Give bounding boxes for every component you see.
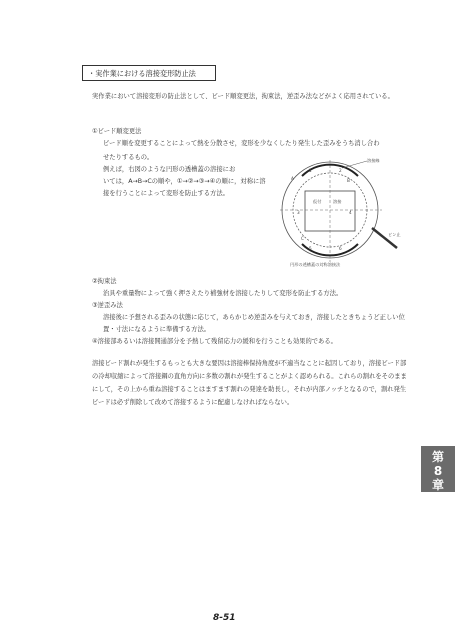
reverse-strain-text: 溶接後に予想される歪みの状態に応じて，あらかじめ逆歪みを与えておき，溶接したときちょうど正しい位置・寸法になるように準備する方法。: [103, 314, 405, 333]
preheat-text: ④溶接部あるいは溶接開通部分を予熱して残留応力の緩和を行うことも効果的である。: [92, 338, 337, 345]
section-title: ・実作業における溶接変形防止法: [82, 65, 216, 81]
chapter-tab-number: 8: [433, 464, 443, 478]
figure-label-pin: ピン止: [388, 232, 401, 237]
figure-letter: 2: [339, 168, 342, 173]
figure-letter: 3: [297, 210, 300, 215]
figure-letter: B: [347, 178, 350, 183]
restraint-text: 治具や重量物によって強く押さえたり補強材を溶接したりして変形を防止する方法。: [103, 290, 343, 297]
pin-arrow: [372, 228, 397, 248]
bead-order-text-line1: ビード順を変更することによって熱を分散させ，変形を少なくしたり発生した歪みをうち消し合わ: [103, 140, 380, 147]
figure-caption: 円形の透槽蓋の対称溶接法: [290, 262, 341, 267]
reverse-strain-heading: ③逆歪み法: [92, 302, 123, 309]
bead-order-text-line3: 例えば，右図のような円形の透槽蓋の溶接にお: [103, 166, 236, 173]
chapter-tab-char: 章: [431, 478, 444, 492]
figure-letter: C: [301, 236, 304, 241]
chapter-tab-char: 第: [431, 450, 444, 464]
figure-label-weld: 溶接: [333, 199, 342, 204]
figure-letter: 4: [349, 210, 352, 215]
closing-paragraph: 溶接ビード割れが発生するもっとも大きな要因は溶接棒保持角度が不適当なことに起因しており，溶接ビード部の冷却収縮によって溶接鋼の直角方向に多数の割れが発生することがよく認められる。これらの割れをそのままにして，その上から重ね溶接することはますます割れの発達を助長し，それが内部ノッチとなるので，割れ発生ビードは必ず削除して改めて溶接するように配慮しなければならない。: [92, 360, 407, 406]
figure-label-weld-line: 溶接線: [367, 158, 380, 163]
chapter-tab: [421, 446, 455, 492]
restraint-heading: ②拘束法: [92, 278, 117, 285]
intro-paragraph: 実作業において溶接変形の防止法として、ビード順変更法，拘束法，逆歪み法などがよく応用されている。: [92, 93, 394, 100]
figure-letter: 1: [309, 168, 312, 173]
figure-label-tack: 仮付: [313, 199, 322, 204]
bead-order-heading: ①ビード順変更法: [92, 128, 142, 135]
figure-letter: 5: [309, 246, 312, 251]
bead-order-text-line2: せたりするもの。: [103, 154, 154, 161]
page-number: 8-51: [213, 613, 236, 623]
bead-order-text-body: いては，A→B→Cの順や，①→②→③→④の順に，対称に溶接を行うことによって変形を防止する方法。: [103, 178, 266, 197]
figure-letter: 6: [339, 246, 342, 251]
figure-letter: A: [291, 176, 294, 181]
